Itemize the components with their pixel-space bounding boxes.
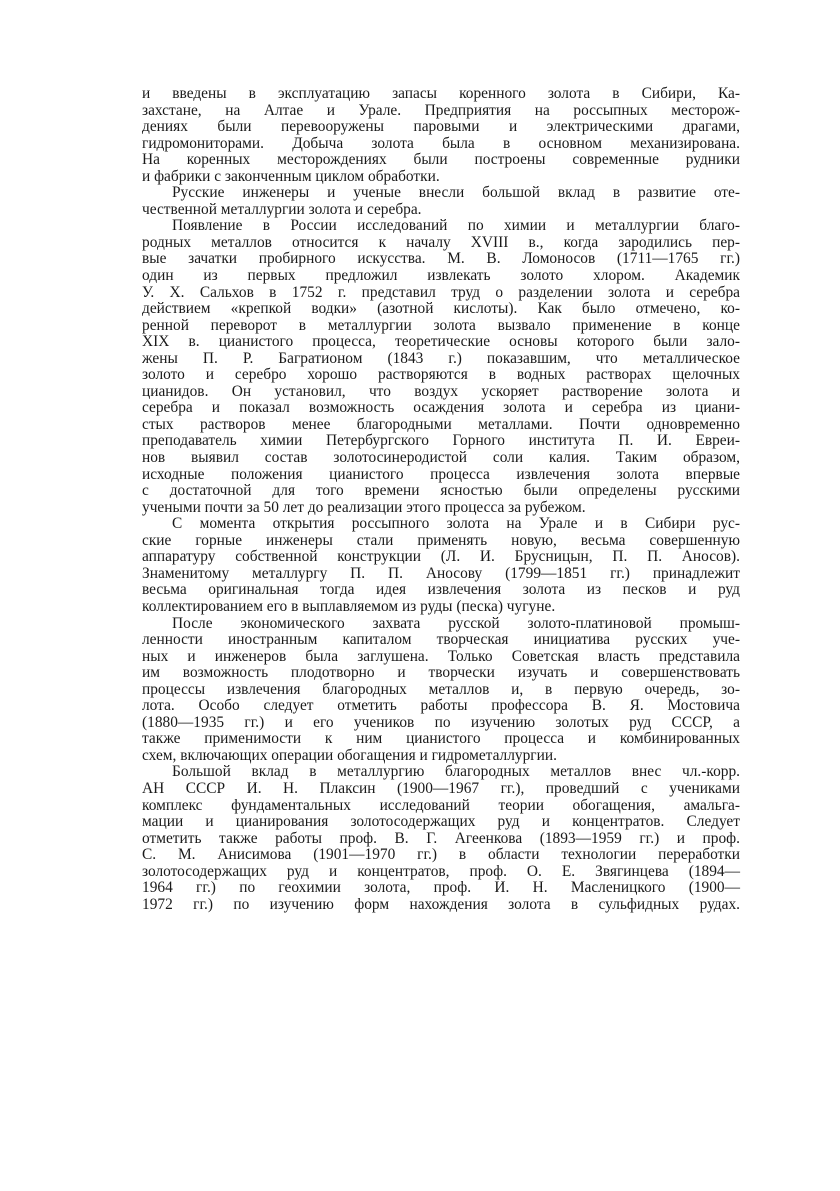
text-line: чественной металлургии золота и серебра. [142, 200, 422, 218]
text-line: Появление в России исследований по химии и металлургии благо- [172, 217, 740, 235]
text-line: Большой вклад в металлургию благородных металлов внес чл.-корр. [172, 763, 740, 781]
text-line: После экономического захвата русской золото-платиновой промыш- [172, 614, 740, 632]
text-line: один из первых предложил извлекать золото хлором. Академик [142, 267, 740, 285]
paragraph [142, 516, 740, 615]
text-line: цианидов. Он установил, что воздух ускоряет растворение золота и [142, 382, 740, 400]
text-line: ных и инженеров была заглушена. Только Советская власть представила [142, 647, 740, 665]
text-line: захстане, на Алтае и Урале. Предприятия на россыпных месторож- [142, 101, 740, 119]
text-line: коллектированием его в выплавляемом из руды (песка) чугуне. [142, 597, 556, 615]
text-line: ские горные инженеры стали применять новую, весьма совершенную [142, 531, 740, 549]
text-line: аппаратуру собственной конструкции (Л. И. Брусницын, П. П. Аносов). [142, 548, 740, 566]
text-line: весьма оригинальная тогда идея извлечения золота из песков и руд [142, 581, 740, 599]
text-line: учеными почти за 50 лет до реализации этого процесса за рубежом. [142, 498, 586, 516]
paragraph [142, 764, 740, 913]
text-line: лота. Особо следует отметить работы профессора В. Я. Мостовича [142, 697, 740, 715]
text-line: комплекс фундаментальных исследований теории обогащения, амальга- [142, 796, 740, 814]
text-line: преподаватель химии Петербургского Горного института П. И. Евреи- [142, 432, 740, 450]
text-line: вые зачатки пробирного искусства. М. В. Ломоносов (1711—1765 гг.) [142, 250, 740, 268]
text-line: У. Х. Сальхов в 1752 г. представил труд о разделении золота и серебра [142, 283, 740, 301]
text-line: жены П. Р. Багратионом (1843 г.) показавшим, что металлическое [142, 349, 740, 367]
text-line: гидромониторами. Добыча золота была в основном механизирована. [142, 134, 740, 152]
text-line: нов выявил состав золотосинеродистой соли калия. Таким образом, [142, 449, 740, 467]
text-line: XIX в. цианистого процесса, теоретические основы которого были зало- [142, 333, 740, 351]
paragraph [142, 185, 740, 218]
text-line: процессы извлечения благородных металлов и, в первую очередь, зо- [142, 680, 740, 698]
text-line: им возможность плодотворно и творчески изучать и совершенствовать [142, 664, 740, 682]
text-line: исходные положения цианистого процесса извлечения золота впервые [142, 465, 740, 483]
text-line: и фабрики с законченным циклом обработки. [142, 167, 440, 185]
text-line: также применимости к ним цианистого процесса и комбинированных [142, 730, 740, 748]
paragraph [142, 86, 740, 185]
paragraph [142, 616, 740, 765]
text-line: 1972 гг.) по изучению форм нахождения золота в сульфидных рудах. [142, 895, 740, 913]
text-line: Русские инженеры и ученые внесли большой вклад в развитие оте- [172, 184, 740, 202]
text-line: золотосодержащих руд и концентратов, проф. О. Е. Звягинцева (1894— [142, 862, 740, 880]
text-line: стых растворов менее благородными металлами. Почти одновременно [142, 415, 740, 433]
text-line: мации и цианирования золотосодержащих руд и концентратов. Следует [142, 813, 740, 831]
paragraph [142, 218, 740, 516]
text-line: ленности иностранным капиталом творческая инициатива русских уче- [142, 631, 740, 649]
text-line: дениях были перевооружены паровыми и электрическими драгами, [142, 118, 740, 136]
text-line: схем, включающих операции обогащения и гидрометаллургии. [142, 746, 557, 764]
text-line: с достаточной для того времени ясностью были определены русскими [142, 482, 740, 500]
text-line: отметить также работы проф. В. Г. Агеенкова (1893—1959 гг.) и проф. [142, 829, 740, 847]
document-page [142, 86, 740, 913]
text-line: серебра и показал возможность осаждения золота и серебра из циани- [142, 399, 740, 417]
text-line: На коренных месторождениях были построены современные рудники [142, 151, 740, 169]
text-line: С момента открытия россыпного золота на Урале и в Сибири рус- [172, 515, 740, 533]
text-line: АН СССР И. Н. Плаксин (1900—1967 гг.), проведший с учениками [142, 779, 740, 797]
text-line: действием «крепкой водки» (азотной кислоты). Как было отмечено, ко- [142, 300, 740, 318]
text-line: золото и серебро хорошо растворяются в водных растворах щелочных [142, 366, 740, 384]
text-line: С. М. Анисимова (1901—1970 гг.) в области технологии переработки [142, 846, 740, 864]
text-line: (1880—1935 гг.) и его учеников по изучению золотых руд СССР, а [142, 713, 740, 731]
text-line: и введены в эксплуатацию запасы коренного золота в Сибири, Ка- [142, 85, 740, 102]
text-line: Знаменитому металлургу П. П. Аносову (1799—1851 гг.) принадлежит [142, 564, 740, 582]
text-line: родных металлов относится к началу XVIII в., когда зародились пер- [142, 233, 740, 251]
text-line: 1964 гг.) по геохимии золота, проф. И. Н. Масленицкого (1900— [142, 879, 740, 897]
text-line: ренной переворот в металлургии золота вызвало применение в конце [142, 316, 740, 334]
